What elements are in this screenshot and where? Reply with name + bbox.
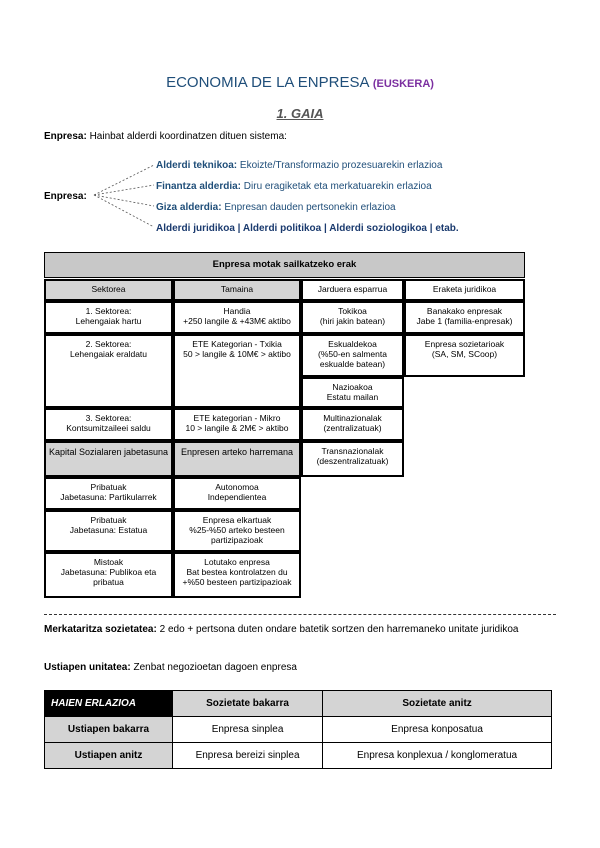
intro-term: Enpresa: xyxy=(44,131,87,142)
relation-row1-head: Ustiapen bakarra xyxy=(45,717,173,743)
branch-lines xyxy=(92,160,158,234)
harreman-3: Lotutako enpresa Bat bestea kontrolatzen du +%50 besteen partizipazioak xyxy=(173,552,301,598)
relation-corner: HAIEN ERLAZIOA xyxy=(45,691,173,717)
eraketa-2: Enpresa sozietarioak (SA, SM, SCoop) xyxy=(404,334,525,377)
relation-row1-c2: Enpresa konposatua xyxy=(323,717,552,743)
col-sektorea: Sektorea xyxy=(44,279,173,301)
col-eraketa: Eraketa juridikoa xyxy=(404,279,525,301)
col-jarduera: Jarduera esparrua xyxy=(301,279,404,301)
aspect-other: Alderdi juridikoa | Alderdi politikoa | Alderdi soziologikoa | etab. xyxy=(156,223,459,234)
aspects-label: Enpresa: xyxy=(44,191,87,202)
def-ustiapen-term: Ustiapen unitatea: xyxy=(44,662,131,673)
jarduera-4: Multinazionalak (zentralizatuak) xyxy=(301,408,404,441)
intro-text: Hainbat alderdi koordinatzen dituen sistema: xyxy=(89,131,287,142)
def-ustiapen-text: Zenbat negozioetan dagoen enpresa xyxy=(133,662,297,673)
sektorea-1: 1. Sektorea: Lehengaiak hartu xyxy=(44,301,173,334)
relation-col2: Sozietate anitz xyxy=(323,691,552,717)
relation-row1-c1: Enpresa sinplea xyxy=(173,717,323,743)
kapital-1: Pribatuak Jabetasuna: Partikularrek xyxy=(44,477,173,510)
harreman-1: Autonomoa Independientea xyxy=(173,477,301,510)
relation-col1: Sozietate bakarra xyxy=(173,691,323,717)
jarduera-1: Tokikoa (hiri jakin batean) xyxy=(301,301,404,334)
relation-row2-head: Ustiapen anitz xyxy=(45,743,173,769)
tamaina-1: Handia +250 langile & +43M€ aktibo xyxy=(173,301,301,334)
divider xyxy=(44,614,556,615)
aspect-technical: Alderdi teknikoa: Ekoizte/Transformazio prozesuarekin erlazioa xyxy=(156,160,443,171)
aspect-financial: Finantza alderdia: Diru eragiketak eta merkatuarekin erlazioa xyxy=(156,181,432,192)
kapital-3: Mistoak Jabetasuna: Publikoa eta pribatua xyxy=(44,552,173,598)
page-title xyxy=(0,74,600,91)
def-merkataritza-text: 2 edo + pertsona duten ondare batetik sortzen den harremaneko unitate juridikoa xyxy=(159,624,519,635)
kapital-2: Pribatuak Jabetasuna: Estatua xyxy=(44,510,173,552)
eraketa-1: Banakako enpresak Jabe 1 (familia-enpresak) xyxy=(404,301,525,334)
title-tag: (EUSKERA) xyxy=(372,78,434,90)
kapital-header: Kapital Sozialaren jabetasuna xyxy=(44,441,173,477)
def-merkataritza-term: Merkataritza sozietatea: xyxy=(44,624,157,635)
jarduera-3: Nazioakoa Estatu mailan xyxy=(301,377,404,408)
title-text: ECONOMIA DE LA ENPRESA xyxy=(166,74,369,91)
intro-line xyxy=(44,131,287,142)
harreman-2: Enpresa elkartuak %25-%50 arteko besteen partizipazioak xyxy=(173,510,301,552)
tamaina-2: ETE Kategorian - Txikia 50 > langile & 10M€ > aktibo xyxy=(173,334,301,408)
relation-row2-c1: Enpresa bereizi sinplea xyxy=(173,743,323,769)
sektorea-2: 2. Sektorea: Lehengaiak eraldatu xyxy=(44,334,173,408)
section-title: 1. GAIA xyxy=(276,106,324,121)
relation-table xyxy=(44,690,552,769)
harreman-header: Enpresen arteko harremana xyxy=(173,441,301,477)
types-table-title: Enpresa motak sailkatzeko erak xyxy=(44,252,525,278)
def-ustiapen xyxy=(44,661,556,674)
sektorea-3: 3. Sektorea: Kontsumitzaileei saldu xyxy=(44,408,173,441)
tamaina-3: ETE kategorian - Mikro 10 > langile & 2M€ > aktibo xyxy=(173,408,301,441)
relation-row2-c2: Enpresa konplexua / konglomeratua xyxy=(323,743,552,769)
aspect-human: Giza alderdia: Enpresan dauden pertsonekin erlazioa xyxy=(156,202,396,213)
jarduera-2: Eskualdekoa (%50-en salmenta eskualde batean) xyxy=(301,334,404,377)
col-tamaina: Tamaina xyxy=(173,279,301,301)
jarduera-5: Transnazionalak (deszentralizatuak) xyxy=(301,441,404,477)
def-merkataritza xyxy=(44,623,556,636)
